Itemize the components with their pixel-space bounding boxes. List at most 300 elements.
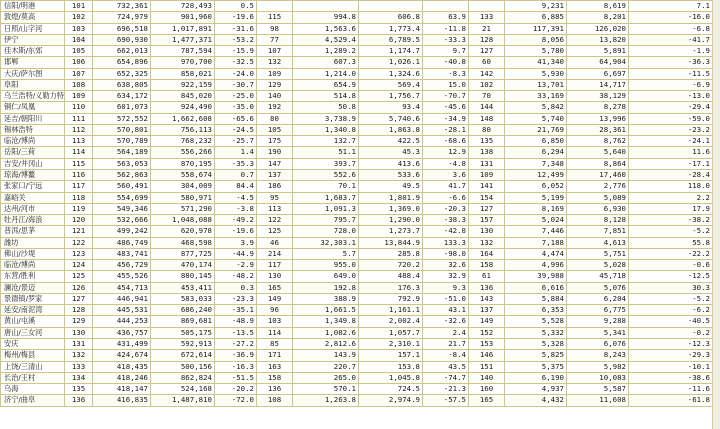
table-cell: -6.8 [629,23,713,34]
table-cell: 1,662,608 [151,113,215,124]
table-cell: 787,594 [151,46,215,57]
table-cell: 690,930 [93,34,151,45]
table-cell: -6.9 [629,79,713,90]
table-cell: 32,303.1 [293,237,359,248]
table-cell: 93.4 [359,102,423,113]
table-cell: 123 [65,248,93,259]
table-cell: 8,619 [567,1,629,12]
table-cell: 118 [65,192,93,203]
table-cell: 431,499 [93,338,151,349]
airport-name-cell: 潍坊 [1,237,65,248]
table-cell: -32.6 [423,316,469,327]
table-cell: 130 [65,327,93,338]
table-cell: 96 [257,305,293,316]
table-cell: 556,266 [151,147,215,158]
table-cell: 21,769 [505,124,567,135]
table-cell: 1,477,371 [151,34,215,45]
table-cell: 95 [257,192,293,203]
table-cell: 8,243 [567,350,629,361]
table-cell: -40.8 [423,57,469,68]
table-cell: 0.3 [215,282,257,293]
table-cell: -35.1 [215,305,257,316]
table-cell: 5,842 [505,102,567,113]
table-cell: 413.6 [359,158,423,169]
table-row [1,215,713,226]
table-row [1,271,713,282]
table-cell: -19.6 [215,226,257,237]
table-cell: -34.9 [423,113,469,124]
table-cell: 606.8 [359,12,423,23]
table-cell: 11.6 [629,147,713,158]
table-row [1,327,713,338]
table-cell: 39,988 [505,271,567,282]
table-cell: -24.1 [629,136,713,147]
table-cell: 583,033 [151,293,215,304]
table-cell: -65.6 [215,113,257,124]
table-cell: 109 [65,91,93,102]
table-cell: 21.7 [423,338,469,349]
table-cell: 136 [65,395,93,406]
table-cell: 8,128 [567,215,629,226]
table-cell: 388.9 [293,293,359,304]
table-cell: 499,242 [93,226,151,237]
table-cell: 554,699 [93,192,151,203]
table-cell: -13.0 [629,91,713,102]
table-cell: 1,290.0 [359,215,423,226]
airport-name-cell: 济宁/曲阜 [1,395,65,406]
table-cell: 3.6 [423,169,469,180]
airport-name-cell: 琼海/博鳌 [1,169,65,180]
table-cell: -57.5 [423,395,469,406]
table-cell: -12.5 [629,271,713,282]
table-cell: 454,713 [93,282,151,293]
table-cell: 5,740 [505,113,567,124]
table-cell: 2.4 [423,327,469,338]
table-cell: 1,082.6 [293,327,359,338]
table-cell: -28.4 [629,169,713,180]
table-cell: 141 [469,181,505,192]
table-cell: 70 [469,91,505,102]
table-cell: 165 [257,282,293,293]
table-cell: 418,435 [93,361,151,372]
table-cell: -4.8 [423,158,469,169]
airport-name-cell: 临沧/博尚 [1,260,65,271]
table-cell: 455,526 [93,271,151,282]
table-cell: 2,310.1 [359,338,423,349]
table-row [1,237,713,248]
table-cell: 5,028 [567,260,629,271]
table-cell: -42.8 [423,226,469,237]
table-cell: 140 [469,372,505,383]
table-cell: -16.0 [629,12,713,23]
table-cell: 558,674 [151,169,215,180]
table-cell: 121 [65,226,93,237]
table-cell: 32.6 [423,260,469,271]
table-cell: 2.2 [629,192,713,203]
airport-name-cell: 牡丹江/海浪 [1,215,65,226]
table-cell: 15.0 [423,79,469,90]
table-cell: 5,740.6 [359,113,423,124]
table-cell: -13.5 [215,327,257,338]
table-cell: -74.7 [423,372,469,383]
table-cell: 422.5 [359,136,423,147]
table-cell: 136 [469,282,505,293]
table-row [1,372,713,383]
table-row [1,147,713,158]
table-cell: 1,756.7 [359,91,423,102]
table-cell: 564,189 [93,147,151,158]
table-cell: -35.0 [215,102,257,113]
table-cell: -23.2 [629,124,713,135]
table-row [1,226,713,237]
table-cell: -1.9 [629,46,713,57]
table-cell: 456,729 [93,260,151,271]
table-cell: -25.7 [215,136,257,147]
table-cell: 500,156 [151,361,215,372]
table-cell: -16.3 [215,361,257,372]
table-cell: 151 [469,361,505,372]
table-cell: 7,348 [505,158,567,169]
table-cell: -17.1 [629,158,713,169]
table-cell: 13,996 [567,113,629,124]
table-cell: -0.6 [629,260,713,271]
table-cell: 795.7 [293,215,359,226]
airport-name-cell: 吉安/井冈山 [1,158,65,169]
table-cell: 61 [469,271,505,282]
airport-name-cell: 东营/胜利 [1,271,65,282]
table-cell: 728.0 [293,226,359,237]
table-row [1,46,713,57]
airport-name-cell: 上饶/三清山 [1,361,65,372]
airport-name-cell: 景德镇/罗家 [1,293,65,304]
table-cell: 5,528 [505,316,567,327]
table-cell: 696,518 [93,23,151,34]
table-cell: 108 [257,395,293,406]
table-cell: 148 [469,113,505,124]
airport-name-cell: 敦煌/莫高 [1,12,65,23]
table-cell: 134 [65,372,93,383]
table-cell: -40.5 [629,316,713,327]
table-cell: 144 [469,102,505,113]
table-row [1,361,713,372]
table-cell: 32.9 [423,271,469,282]
table-cell: 143 [469,293,505,304]
table-cell: 192.8 [293,282,359,293]
table-cell: 2,002.4 [359,316,423,327]
table-cell: 80 [257,113,293,124]
table-cell: -38.2 [629,215,713,226]
table-cell: 190 [257,147,293,158]
table-cell: 445,531 [93,305,151,316]
table-cell: 5,089 [567,192,629,203]
airport-name-cell: 信阳/明港 [1,1,65,12]
table-cell: 126 [65,282,93,293]
table-cell [469,1,505,12]
table-row [1,57,713,68]
table-cell: 662,013 [93,46,151,57]
table-cell: 570.1 [293,384,359,395]
table-cell: 607.3 [293,57,359,68]
airport-name-cell: 乌海 [1,384,65,395]
table-cell: 1,017,891 [151,23,215,34]
table-cell: 158 [469,260,505,271]
table-cell: 0.7 [215,169,257,180]
table-row [1,124,713,135]
table-cell: 122 [65,237,93,248]
table-cell: 2,812.6 [293,338,359,349]
table-cell: 163 [257,361,293,372]
table-cell: 649.0 [293,271,359,282]
table-cell: 10,083 [567,372,629,383]
table-cell: 131 [469,158,505,169]
table-cell: 7.1 [629,1,713,12]
table-cell: 453,411 [151,282,215,293]
table-cell: 4,937 [505,384,567,395]
table-cell: 8,201 [567,12,629,23]
table-cell: 51.1 [293,147,359,158]
table-row [1,282,713,293]
table-cell: -44.9 [215,248,257,259]
table-row [1,1,713,12]
table-cell: 8,762 [567,136,629,147]
table-cell: 756,113 [151,124,215,135]
table-row [1,192,713,203]
table-cell: 17,460 [567,169,629,180]
table-cell: -36.9 [215,350,257,361]
airport-name-cell: 安庆 [1,338,65,349]
table-cell: -29.4 [629,102,713,113]
table-cell: -10.1 [629,361,713,372]
table-cell: -53.2 [215,34,257,45]
table-cell: 724.5 [359,384,423,395]
table-cell: 106 [65,57,93,68]
table-cell: 1,273.7 [359,226,423,237]
table-cell: 901,960 [151,12,215,23]
table-row [1,102,713,113]
table-cell: 9.3 [423,282,469,293]
table-cell: 924,490 [151,102,215,113]
table-cell: -51.0 [423,293,469,304]
table-cell: -30.7 [215,79,257,90]
table-cell: 84.4 [215,181,257,192]
table-cell: -45.6 [423,102,469,113]
table-cell: 2,776 [567,181,629,192]
table-row [1,203,713,214]
table-cell: -20.3 [423,203,469,214]
table-cell: -6.2 [629,305,713,316]
table-cell: -21.3 [423,384,469,395]
table-cell: -38.6 [629,372,713,383]
table-cell: 133 [469,12,505,23]
table-cell: 446,941 [93,293,151,304]
table-cell: 5,076 [567,282,629,293]
table-cell: 176.3 [359,282,423,293]
table-cell: 6,204 [567,293,629,304]
table-cell: 1,091.3 [293,203,359,214]
table-cell: 115 [65,158,93,169]
table-cell: 6,775 [567,305,629,316]
table-cell: 654.9 [293,79,359,90]
table-cell: 620,978 [151,226,215,237]
table-cell: 125 [257,226,293,237]
table-cell: 5,328 [505,338,567,349]
table-cell: 117,391 [505,23,567,34]
table-cell: -5.2 [629,226,713,237]
table-cell: 1,289.2 [293,46,359,57]
table-cell: 5,341 [567,327,629,338]
table-cell: 138 [469,147,505,158]
table-cell [257,1,293,12]
table-cell: -61.8 [629,395,713,406]
airport-name-cell: 伊宁 [1,34,65,45]
table-cell: 115 [257,12,293,23]
table-cell: 416,835 [93,395,151,406]
table-row [1,350,713,361]
table-cell: -25.0 [215,91,257,102]
table-cell: 5,587 [567,384,629,395]
table-cell: 1,661.5 [293,305,359,316]
table-cell: 8,169 [505,203,567,214]
table-cell: 132.7 [293,136,359,147]
table-cell: 1,349.8 [293,316,359,327]
table-cell: 135 [469,136,505,147]
table-cell [359,1,423,12]
table-cell: 418,246 [93,372,151,383]
table-cell: -4.5 [215,192,257,203]
table-cell: 580,971 [151,192,215,203]
table-cell: 634,172 [93,91,151,102]
airport-name-cell: 临沧/博尚 [1,136,65,147]
table-cell: 4,996 [505,260,567,271]
table-cell: 126,020 [567,23,629,34]
airport-name-cell: 延吉/朝阳川 [1,113,65,124]
airport-name-cell: 达州/河市 [1,203,65,214]
table-cell: 1,801.9 [359,192,423,203]
table-cell: -24.5 [215,124,257,135]
table-cell: -11.5 [629,68,713,79]
table-cell: 792.9 [359,293,423,304]
table-cell: 118.0 [629,181,713,192]
table-cell: -2.9 [215,260,257,271]
airport-name-cell: 嘉峪关 [1,192,65,203]
table-cell: 562,863 [93,169,151,180]
airport-name-cell: 大庆/萨尔图 [1,68,65,79]
table-cell: 33,169 [505,91,567,102]
table-cell: -24.0 [215,68,257,79]
table-cell: 41,340 [505,57,567,68]
table-cell: 5,332 [505,327,567,338]
table-cell: 131 [65,338,93,349]
table-cell: 45,718 [567,271,629,282]
table-cell: 768,232 [151,136,215,147]
table-cell: 165 [469,395,505,406]
table-cell: 133.3 [423,237,469,248]
table-cell: 4,474 [505,248,567,259]
table-cell: 6,190 [505,372,567,383]
table-row [1,158,713,169]
table-cell: 108 [65,79,93,90]
table-cell: -33.3 [423,34,469,45]
scrollbar-edge [712,0,720,429]
table-cell: 114 [65,147,93,158]
table-cell: -35.3 [215,158,257,169]
table-row [1,293,713,304]
table-cell: 1,563.6 [293,23,359,34]
table-cell: 143.9 [293,350,359,361]
table-cell: 468,598 [151,237,215,248]
table-cell: 105 [257,124,293,135]
table-cell: 13,820 [567,34,629,45]
airport-name-cell: 岳阳/三荷 [1,147,65,158]
table-cell: 552.6 [293,169,359,180]
table-row [1,79,713,90]
table-cell: 41.7 [423,181,469,192]
table-cell: 128 [65,305,93,316]
table-cell: 1,161.1 [359,305,423,316]
table-cell: 43.1 [423,305,469,316]
table-cell: 654,896 [93,57,151,68]
table-cell: 132 [65,350,93,361]
table-cell: 136 [257,384,293,395]
table-cell: 140 [257,91,293,102]
table-cell: 1,773.4 [359,23,423,34]
table-cell: 5,825 [505,350,567,361]
table-cell: 1,026.1 [359,57,423,68]
table-cell: 104 [65,34,93,45]
airport-name-cell: 铜仁/凤凰 [1,102,65,113]
table-cell: 4,613 [567,237,629,248]
table-cell: 418,147 [93,384,151,395]
table-cell: 514.8 [293,91,359,102]
table-cell: 14,717 [567,79,629,90]
table-cell: 1,340.8 [293,124,359,135]
table-cell: -22.2 [629,248,713,259]
table-cell: 8,278 [567,102,629,113]
table-cell: 6,076 [567,338,629,349]
table-cell: 17.9 [629,203,713,214]
table-cell: 130 [469,226,505,237]
table-cell: 129 [65,316,93,327]
table-cell: 154 [469,192,505,203]
table-cell: 1,263.8 [293,395,359,406]
table-cell: 214 [257,248,293,259]
table-cell: 672,614 [151,350,215,361]
table-cell: 4,432 [505,395,567,406]
table-cell: 6,616 [505,282,567,293]
table-cell: 175 [257,136,293,147]
table-cell: 157.1 [359,350,423,361]
table-cell: 6,789.5 [359,34,423,45]
table-cell: 265.0 [293,372,359,383]
table-cell: 3.9 [215,237,257,248]
table-cell: 532,666 [93,215,151,226]
table-cell: 133 [65,361,93,372]
table-cell: 160 [469,384,505,395]
table-cell: -11.6 [629,384,713,395]
table-cell: -3.8 [215,203,257,214]
table-cell: 125 [65,271,93,282]
table-cell: 63.9 [423,12,469,23]
table-cell: 98 [257,23,293,34]
table-cell: 285.8 [359,248,423,259]
table-cell: 137 [469,305,505,316]
table-cell: 5,640 [567,147,629,158]
table-cell: -23.3 [215,293,257,304]
table-cell: -28.1 [423,124,469,135]
table-cell: 424,674 [93,350,151,361]
table-cell: 110 [65,102,93,113]
table-cell: 549,346 [93,203,151,214]
